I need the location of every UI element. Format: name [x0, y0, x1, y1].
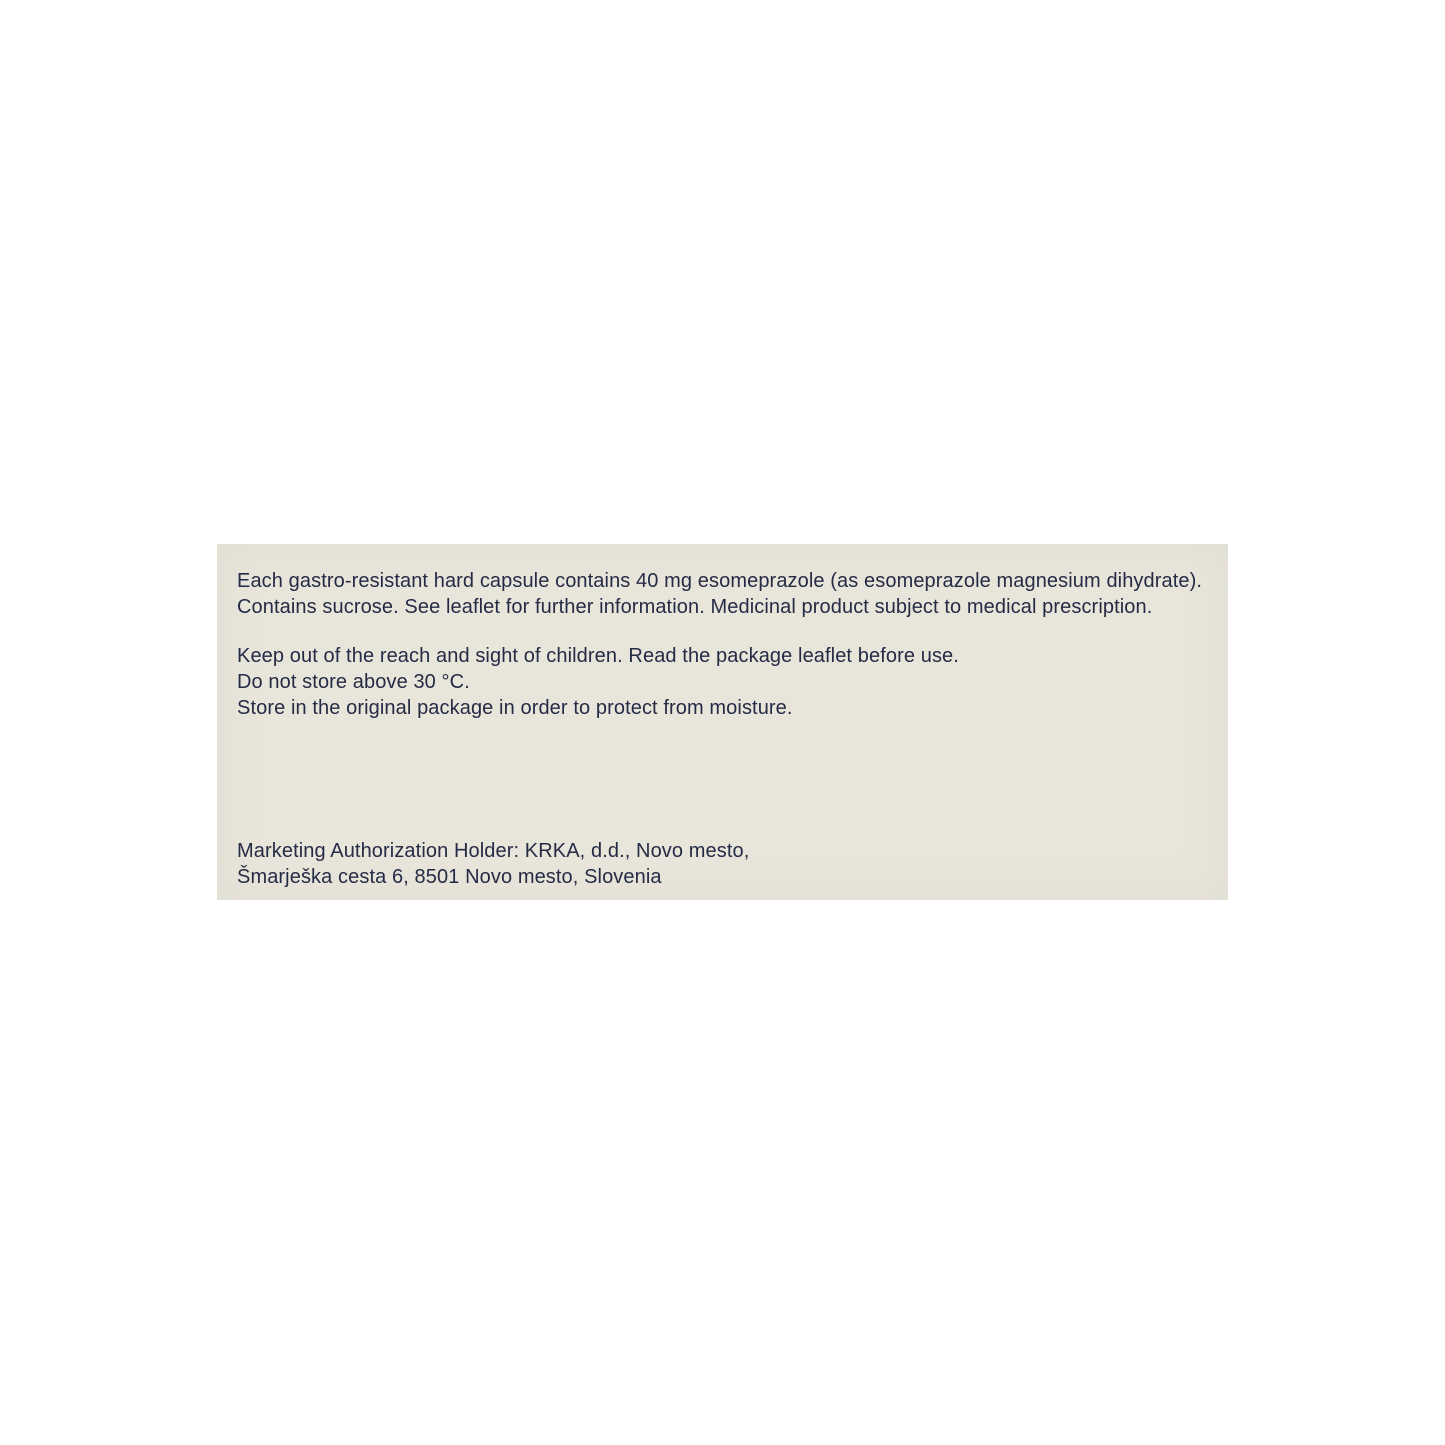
marketing-authorization-paragraph [237, 838, 1212, 890]
mah-holder-line: Marketing Authorization Holder: KRKA, d.d., Novo mesto, [237, 840, 750, 862]
composition-line-2: Contains sucrose. See leaflet for further information. Medicinal product subject to medical prescription. [237, 596, 1153, 618]
keep-out-of-reach-line: Keep out of the reach and sight of children. Read the package leaflet before use. [237, 645, 959, 667]
package-rear-panel [217, 544, 1228, 900]
mah-address-line: Šmarješka cesta 6, 8501 Novo mesto, Slovenia [237, 866, 662, 888]
composition-paragraph [237, 568, 1212, 620]
storage-temperature-line: Do not store above 30 °C. [237, 671, 470, 693]
storage-warning-paragraph [237, 643, 1212, 721]
composition-line-1: Each gastro-resistant hard capsule contains 40 mg esomeprazole (as esomeprazole magnesium dihydrate). [237, 570, 1203, 592]
moisture-protection-line: Store in the original package in order to protect from moisture. [237, 697, 793, 719]
